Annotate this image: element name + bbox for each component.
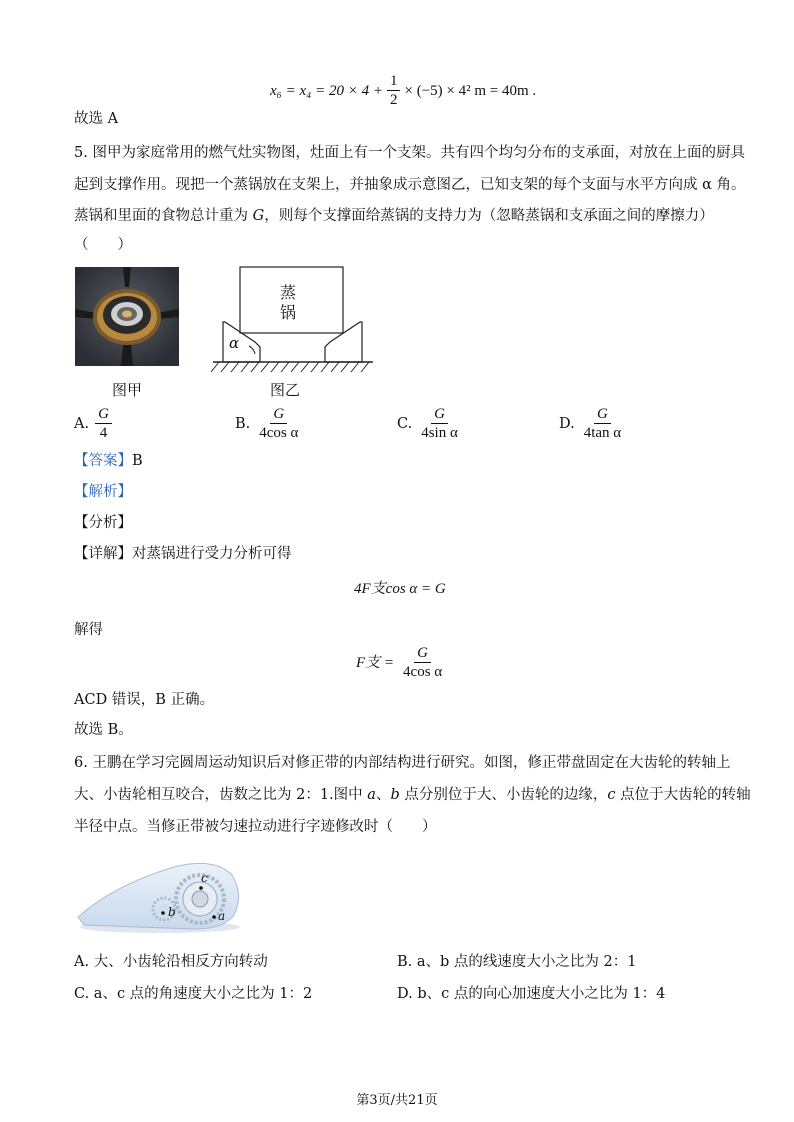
equation-1: 4F支cos α = G — [354, 581, 446, 597]
fig-b-caption: 图乙 — [270, 381, 301, 399]
point-label-a: a — [218, 909, 226, 923]
top-equation-fraction: $\frac{1}{2}$ — [387, 72, 401, 109]
point-label-c: c — [201, 871, 208, 885]
pot-label-2: 锅 — [280, 303, 297, 322]
gas-stove-photo — [75, 267, 179, 366]
detail-text: 对蒸锅进行受力分析可得 — [132, 546, 292, 562]
point-label-b: b — [168, 905, 176, 919]
answer-value: B — [132, 453, 143, 469]
q5-option-d[interactable]: D. $\frac{G}{\text{4tan α}}$ — [559, 406, 622, 441]
q6-option-d[interactable]: D. b、c 点的向心加速度大小之比为 1：4 — [397, 986, 666, 1002]
steamer-schematic — [205, 262, 380, 377]
q6-line3: 半径中点。当修正带被匀速拉动进行字迹修改时（ ） — [74, 819, 437, 835]
correction-tape-illustration — [74, 855, 246, 935]
page-footer: 第3页/共21页 — [356, 1093, 438, 1108]
detail-row — [74, 544, 292, 564]
top-equation-rhs: × (−5) × 4² m = 40m . — [404, 82, 537, 99]
top-equation — [270, 72, 536, 109]
fenxi-tag: 【分析】 — [74, 515, 132, 531]
q6-option-b[interactable]: B. a、b 点的线速度大小之比为 2：1 — [397, 954, 637, 970]
analysis-tag: 【解析】 — [74, 484, 132, 500]
pot-label-1: 蒸 — [280, 283, 297, 302]
fig-a-caption: 图甲 — [112, 381, 143, 399]
q5-line3: 蒸锅和里面的食物总计重为 G，则每个支撑面给蒸锅的支持力为（忽略蒸锅和支承面之间的摩擦力） — [74, 208, 714, 224]
conclusion: ACD 错误，B 正确。 — [74, 692, 215, 708]
q5-line1: 5. 图甲为家庭常用的燃气灶实物图，灶面上有一个支架。共有四个均匀分布的支承面，对放在上面的厨具 — [74, 145, 745, 161]
answer-row — [74, 451, 143, 471]
equation-2: F支 = $\frac{G}{\text{4cos α}}$ — [356, 645, 443, 680]
detail-tag: 【详解】 — [74, 546, 132, 562]
q6-option-a[interactable]: A. 大、小齿轮沿相反方向转动 — [74, 954, 268, 970]
q6-option-c[interactable]: C. a、c 点的角速度大小之比为 1：2 — [74, 986, 313, 1002]
q5-option-a[interactable]: A. $\frac{G}{4}$ — [74, 405, 112, 442]
angle-label: α — [229, 334, 240, 352]
q6-line2: 大、小齿轮相互咬合，齿数之比为 2：1.图中 a、b 点分别位于大、小齿轮的边缘，c 点位于大齿轮的转轴 — [74, 787, 751, 803]
q5-option-c[interactable]: C. $\frac{G}{\text{4sin α}}$ — [397, 406, 458, 441]
correction-tape-figure — [74, 855, 246, 935]
jiede: 解得 — [74, 622, 103, 638]
final-answer: 故选 B。 — [74, 722, 133, 738]
answer-tag: 【答案】 — [74, 453, 132, 469]
q5-option-b[interactable]: B. $\frac{G}{\text{4cos α}}$ — [235, 406, 299, 441]
prev-answer: 故选 A — [74, 111, 119, 127]
q5-answer-paren: （ ） — [74, 237, 132, 253]
top-equation-lhs: x₆ = x₄ = 20 × 4 + — [270, 82, 383, 99]
gas-stove-illustration — [75, 267, 179, 366]
q5-line2: 起到支撑作用。现把一个蒸锅放在支架上，并抽象成示意图乙，已知支架的每个支面与水平方向成 α 角。 — [74, 177, 746, 193]
q6-line1: 6. 王鹏在学习完圆周运动知识后对修正带的内部结构进行研究。如图，修正带盘固定在大齿轮的转轴上 — [74, 755, 731, 771]
